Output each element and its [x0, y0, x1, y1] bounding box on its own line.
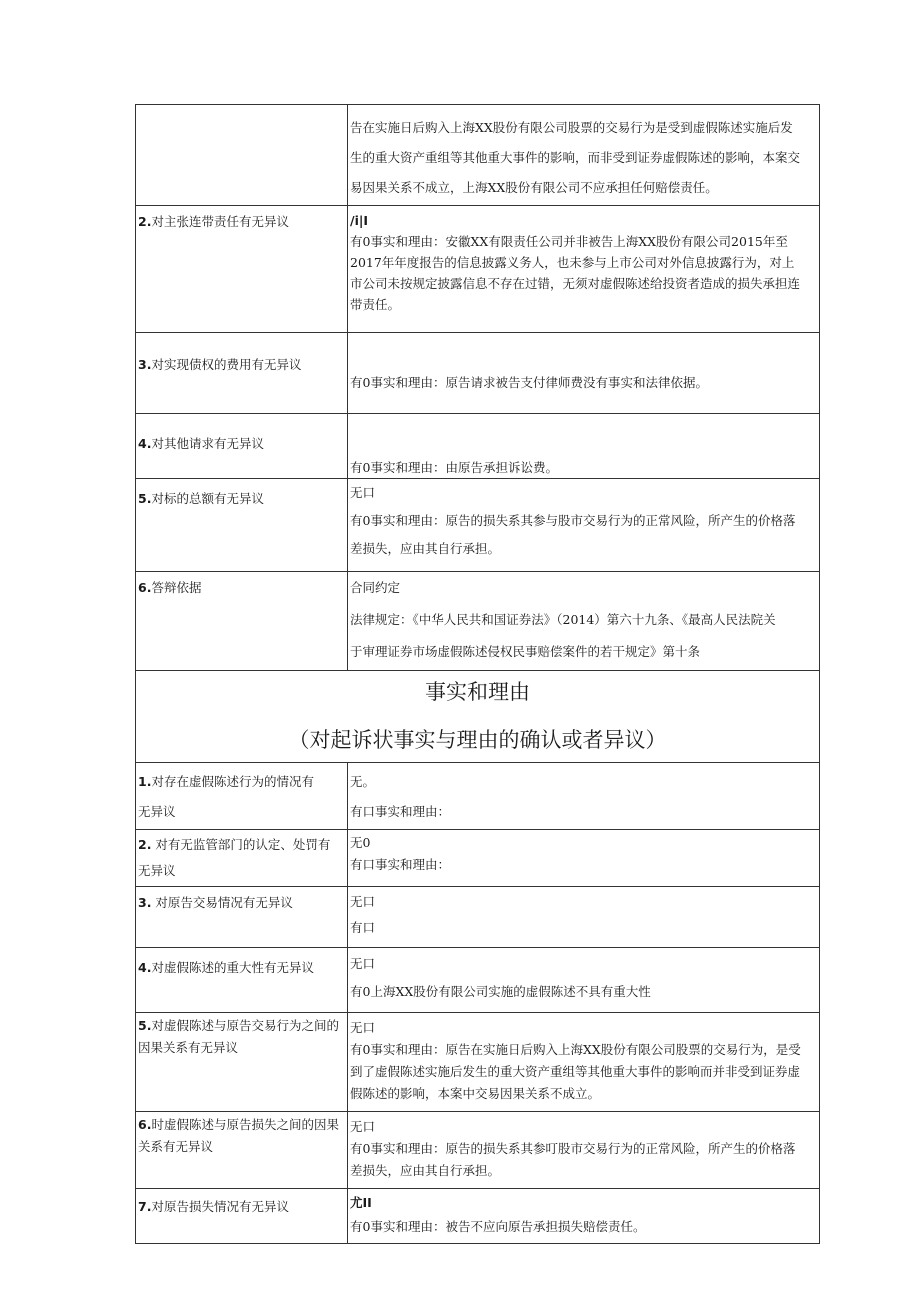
row-content: [348, 948, 820, 1013]
row-label-text: 因果关系有无异议: [138, 1040, 239, 1055]
row-content: [348, 206, 820, 333]
row-label: [136, 887, 348, 948]
objection-row-expenses: [136, 333, 820, 414]
row-content: [348, 887, 820, 948]
section-title: 事实和理由: [425, 680, 530, 704]
fact-row-trading: [136, 887, 820, 948]
text-line: 带责任。: [350, 297, 401, 312]
text-line: 差损失，应由其自行承担。: [350, 1163, 501, 1178]
section-header-cell: [136, 671, 820, 763]
row-label: [136, 414, 348, 479]
section-subtitle: （对起诉状事实与理由的确认或者异议）: [288, 728, 667, 752]
row-content: [348, 1189, 820, 1244]
row-label: [136, 206, 348, 333]
row-number: 4.: [138, 960, 152, 975]
checkbox-mark: /i|I: [350, 213, 369, 228]
text-line: 有口: [350, 920, 376, 935]
facts-section-header: [136, 671, 820, 763]
row-label-text: 对实现债权的费用有无异议: [151, 357, 302, 372]
row-label-text: 答辩依据: [151, 580, 202, 595]
row-number: 2.: [138, 837, 152, 852]
text-line: 易因果关系不成立，上海XX股份有限公司不应承担任何赔偿责任。: [350, 180, 718, 195]
row-label: [136, 1013, 348, 1112]
row-label-text: 对存在虚假陈述行为的情况有: [151, 774, 314, 789]
row-label: [136, 1112, 348, 1189]
fact-row-false-statement: [136, 763, 820, 830]
defense-basis-row: [136, 572, 820, 671]
text-line: 无0: [350, 835, 371, 850]
row-number: 7.: [138, 1199, 152, 1214]
row-number: 1.: [138, 774, 152, 789]
text-line: 无口: [350, 956, 376, 971]
continuation-row: [136, 105, 820, 206]
row-label: [136, 333, 348, 414]
row-label-text: 对原告损失情况有无异议: [151, 1199, 289, 1214]
text-line: 生的重大资产重组等其他重大事件的影响，而非受到证券虚假陈述的影响，本案交: [350, 150, 801, 165]
row-number: 3.: [138, 357, 152, 372]
objection-row-total-amount: [136, 479, 820, 572]
text-line: 有0事实和理由：被告不应向原告承担损失赔偿责任。: [350, 1219, 646, 1234]
row-number: 3.: [138, 895, 152, 910]
text-line: 合同约定: [350, 580, 401, 595]
empty-label-cell: [136, 105, 348, 206]
text-line: 有0事实和理由：安徽XX有限责任公司并非被告上海XX股份有限公司2015年至: [350, 234, 788, 249]
row-label-text: 关系有无异议: [138, 1139, 214, 1154]
text-line: 无口: [350, 1020, 376, 1035]
row-number: 2.: [138, 214, 152, 229]
text-line: 假陈述的影响，本案中交易因果关系不成立。: [350, 1086, 601, 1101]
row-number: 6.: [138, 580, 152, 595]
text-line: 2017年年度报告的信息披露义务人，也未参与上市公司对外信息披露行为，对上: [350, 255, 795, 270]
row-number: 5.: [138, 491, 152, 506]
row-number: 4.: [138, 436, 152, 451]
text-line: 无口: [350, 1119, 376, 1134]
checkbox-mark: 尤II: [350, 1195, 372, 1210]
text-line: 无口: [350, 894, 376, 909]
row-content: [348, 763, 820, 830]
row-label-text: 无异议: [138, 804, 176, 819]
fact-row-loss-causation: [136, 1112, 820, 1189]
text-line: 告在实施日后购入上海XX股份有限公司股票的交易行为是受到虚假陈述实施后发: [350, 120, 793, 135]
text-line: 于审理证券市场虚假陈述侵权民事赔偿案件的若干规定》第十条: [350, 644, 701, 659]
row-label-text: 对标的总额有无异议: [151, 491, 264, 506]
row-number: 6.: [138, 1117, 152, 1132]
continuation-content: [348, 105, 820, 206]
text-line: 无。: [350, 774, 376, 789]
row-content: [348, 572, 820, 671]
row-label: [136, 572, 348, 671]
fact-row-loss-amount: [136, 1189, 820, 1244]
row-content: [348, 414, 820, 479]
objection-row-other-claims: [136, 414, 820, 479]
text-line: 有0事实和理由：原告的损失系其参与股市交易行为的正常风险，所产生的价格落: [350, 513, 796, 528]
row-label: [136, 763, 348, 830]
text-line: 差损失，应由其自行承担。: [350, 541, 501, 556]
text-line: 有0事实和理由：由原告承担诉讼费。: [350, 460, 558, 475]
text-line: 无口: [350, 485, 376, 500]
text-line: 有0事实和理由：原告在实施日后购入上海XX股份有限公司股票的交易行为，是受: [350, 1042, 801, 1057]
row-label-text: 无异议: [138, 863, 176, 878]
text-line: 市公司未按规定披露信息不存在过错，无须对虚假陈述给投资者造成的损失承担连: [350, 276, 801, 291]
objection-row-joint-liability: [136, 206, 820, 333]
row-label: [136, 1189, 348, 1244]
text-line: 法律规定：《中华人民共和国证券法》（2014）第六十九条、《最高人民法院关: [350, 612, 776, 627]
text-line: 有0上海XX股份有限公司实施的虚假陈述不具有重大性: [350, 984, 651, 999]
row-label: [136, 948, 348, 1013]
text-line: 有0事实和理由：原告请求被告支付律师费没有事实和法律依据。: [350, 375, 708, 390]
row-label-text: 时虚假陈述与原告损失之间的因果: [151, 1117, 339, 1132]
row-label-text: 对其他请求有无异议: [151, 436, 264, 451]
answer-form-table: [135, 104, 820, 1244]
fact-row-regulator: [136, 830, 820, 887]
row-label: [136, 479, 348, 572]
row-label: [136, 830, 348, 887]
text-line: 有口事实和理由：: [350, 857, 451, 872]
row-content: [348, 333, 820, 414]
row-content: [348, 479, 820, 572]
row-label-text: 对虚假陈述与原告交易行为之间的: [151, 1018, 339, 1033]
row-label-text: 对主张连带责任有无异议: [151, 214, 289, 229]
fact-row-transaction-causation: [136, 1013, 820, 1112]
row-label-text: 对有无监管部门的认定、处罚有: [151, 837, 331, 852]
row-label-text: 对原告交易情况有无异议: [151, 895, 293, 910]
row-label-text: 对虚假陈述的重大性有无异议: [151, 960, 314, 975]
row-content: [348, 1112, 820, 1189]
row-content: [348, 1013, 820, 1112]
row-content: [348, 830, 820, 887]
fact-row-materiality: [136, 948, 820, 1013]
text-line: 有口事实和理由：: [350, 804, 451, 819]
row-number: 5.: [138, 1018, 152, 1033]
text-line: 到了虚假陈述实施后发生的重大资产重组等其他重大事件的影响而并非受到证券虚: [350, 1064, 801, 1079]
text-line: 有0事实和理由：原告的损失系其参叮股市交易行为的正常风险，所产生的价格落: [350, 1141, 796, 1156]
